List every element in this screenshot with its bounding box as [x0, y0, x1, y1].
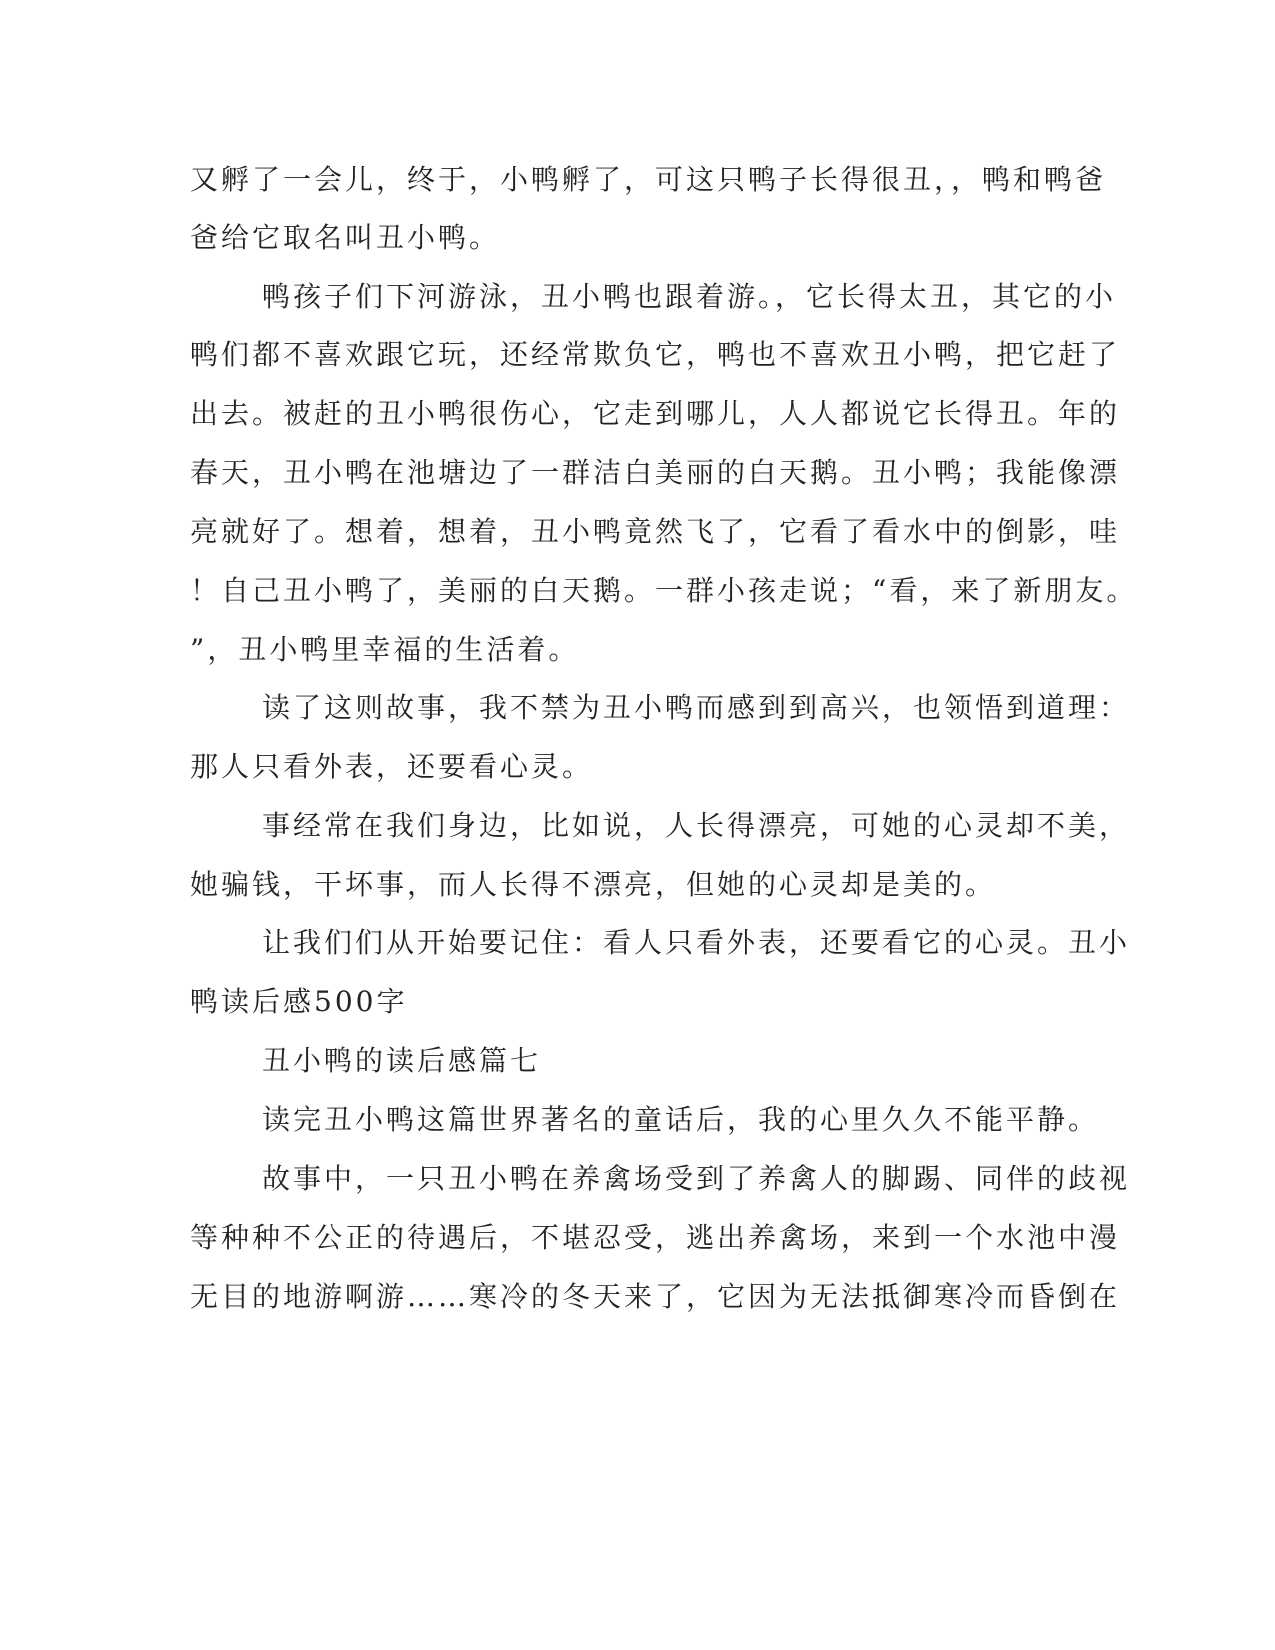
text-line: 出去。被赶的丑小鸭很伤心，它走到哪儿，人人都说它长得丑。年的 — [190, 397, 1121, 430]
text-line: ”，丑小鸭里幸福的生活着。 — [190, 633, 580, 666]
text-line: 鸭孩子们下河游泳，丑小鸭也跟着游。，它长得太丑，其它的小 — [262, 280, 1117, 313]
text-line: 让我们们从开始要记住：看人只看外表，还要看它的心灵。丑小 — [262, 926, 1131, 959]
text-line: 故事中，一只丑小鸭在养禽场受到了养禽人的脚踢、同伴的歧视 — [262, 1162, 1131, 1195]
text-line: 无目的地游啊游……寒冷的冬天来了，它因为无法抵御寒冷而昏倒在 — [190, 1280, 1121, 1313]
text-line: 读了这则故事，我不禁为丑小鸭而感到到高兴，也领悟到道理： — [262, 691, 1131, 724]
text-line: 事经常在我们身边，比如说，人长得漂亮，可她的心灵却不美， — [262, 809, 1131, 842]
text-line: 春天，丑小鸭在池塘边了一群洁白美丽的白天鹅。丑小鸭；我能像漂 — [190, 456, 1121, 489]
text-line: 等种种不公正的待遇后，不堪忍受，逃出养禽场，来到一个水池中漫 — [190, 1221, 1121, 1254]
text-line: 爸给它取名叫丑小鸭。 — [190, 221, 501, 254]
text-line: ！自己丑小鸭了，美丽的白天鹅。一群小孩走说；“看，来了新朋友。 — [190, 574, 1138, 607]
text-line: 亮就好了。想着，想着，丑小鸭竟然飞了，它看了看水中的倒影，哇 — [190, 515, 1121, 548]
text-line: 鸭们都不喜欢跟它玩，还经常欺负它，鸭也不喜欢丑小鸭，把它赶了 — [190, 338, 1121, 371]
text-line: 鸭读后感500字 — [190, 985, 408, 1018]
text-line: 又孵了一会儿，终于，小鸭孵了，可这只鸭子长得很丑，，鸭和鸭爸 — [190, 163, 1107, 196]
text-line: 她骗钱，干坏事，而人长得不漂亮，但她的心灵却是美的。 — [190, 868, 997, 901]
text-line: 那人只看外表，还要看心灵。 — [190, 750, 594, 783]
text-line: 读完丑小鸭这篇世界著名的童话后，我的心里久久不能平静。 — [262, 1103, 1100, 1136]
section-heading: 丑小鸭的读后感篇七 — [262, 1044, 542, 1077]
